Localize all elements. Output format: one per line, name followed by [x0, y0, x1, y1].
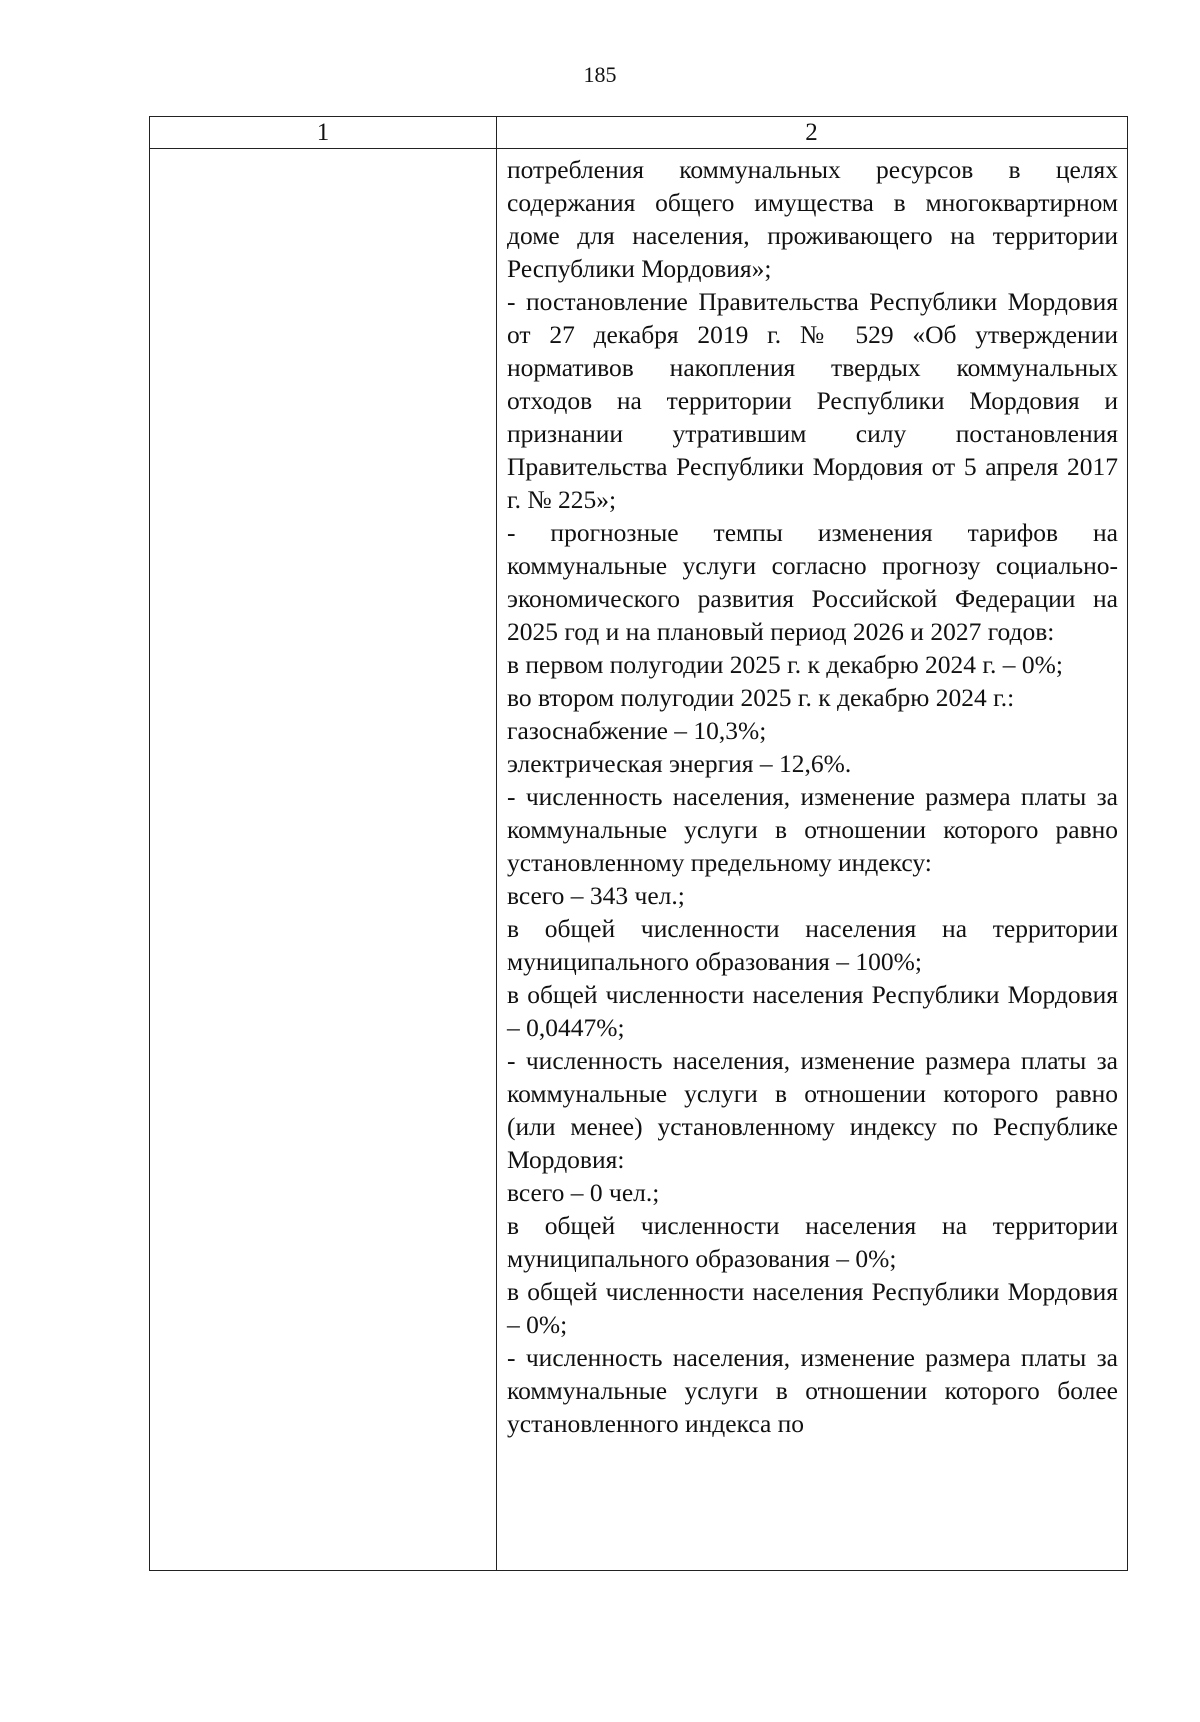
paragraph-tariff-forecast: - прогнозные темпы изменения тарифов на коммунальные услуги согласно прогнозу социально-экономического развития Российской Федерации на 2025 год и на плановый период 2026 и 2027 годов: [507, 518, 1118, 646]
paragraph-total-343: всего – 343 чел.; [507, 881, 685, 910]
paragraph-municipal-share-0: в общей численности населения на территории муниципального образования – 0%; [507, 1211, 1118, 1273]
table-cell-column-2 [507, 153, 1118, 1440]
paragraph-population-equal-or-less: - численность населения, изменение размера платы за коммунальные услуги в отношении которого равно (или менее) установленному индексу по Республике Мордовия: [507, 1046, 1118, 1174]
paragraph-gas-supply: газоснабжение – 10,3%; [507, 716, 767, 745]
paragraph-first-half-2025: в первом полугодии 2025 г. к декабрю 2024 г. – 0%; [507, 650, 1063, 679]
column-header-1: 1 [316, 119, 330, 146]
paragraph-electric-energy: электрическая энергия – 12,6%. [507, 749, 852, 778]
paragraph-decree-529: - постановление Правительства Республики Мордовия от 27 декабря 2019 г. № 529 «Об утверждении нормативов накопления твердых коммунальных отходов на территории Республики Мордовия и признании утратившим силу постановления Правительства Республики Мордовия от 5 апреля 2017 г. № 225»; [507, 287, 1118, 514]
page-number: 185 [583, 62, 617, 87]
paragraph-resource-consumption: потребления коммунальных ресурсов в целях содержания общего имущества в многоквартирном доме для населения, проживающего на территории Республики Мордовия»; [507, 155, 1118, 283]
document-table [149, 116, 1128, 1571]
header-row-divider [150, 148, 1127, 149]
paragraph-republic-share-00447: в общей численности населения Республики Мордовия – 0,0447%; [507, 980, 1118, 1042]
column-header-2: 2 [805, 119, 818, 146]
paragraph-population-equal-limit: - численность населения, изменение размера платы за коммунальные услуги в отношении которого равно установленному предельному индексу: [507, 782, 1118, 877]
paragraph-second-half-2025: во втором полугодии 2025 г. к декабрю 2024 г.: [507, 683, 1015, 712]
paragraph-total-0: всего – 0 чел.; [507, 1178, 660, 1207]
paragraph-municipal-share-100: в общей численности населения на территории муниципального образования – 100%; [507, 914, 1118, 976]
column-divider [496, 117, 497, 1570]
paragraph-population-more-than-index: - численность населения, изменение размера платы за коммунальные услуги в отношении которого более установленного индекса по [507, 1343, 1118, 1438]
paragraph-republic-share-0: в общей численности населения Республики Мордовия – 0%; [507, 1277, 1118, 1339]
